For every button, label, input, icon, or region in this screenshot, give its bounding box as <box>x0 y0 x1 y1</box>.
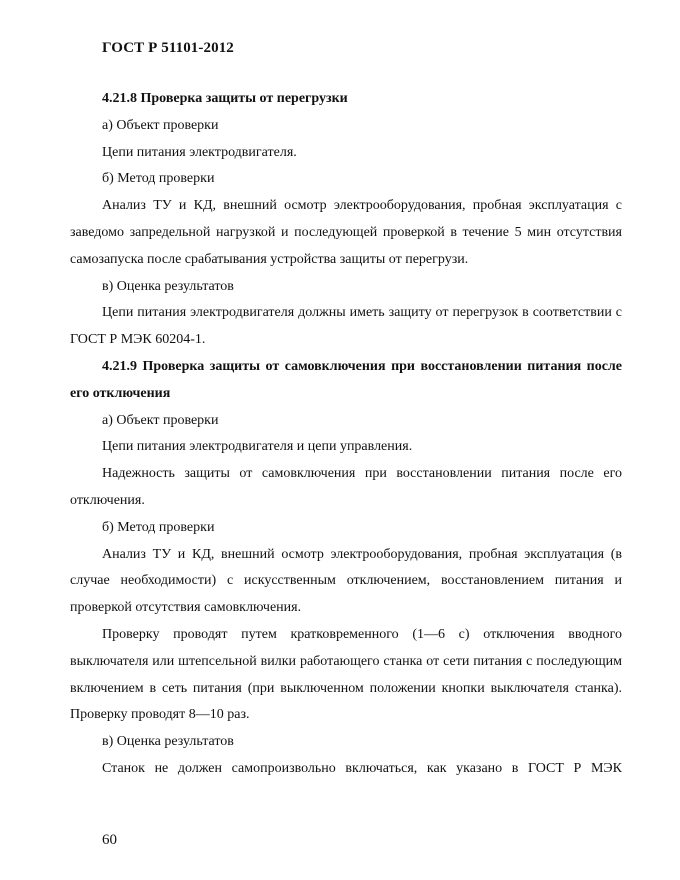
paragraph: Проверку проводят путем кратковременного (1—6 с) отключения вводного выключателя или штепсельной вилки работающего станка от сети питания с последующим включением в сеть питания (при выключенном положении кнопки выключателя станка). Проверку проводят 8—10 раз. <box>70 626 622 723</box>
subheading-method: б) Метод проверки <box>102 519 215 535</box>
page-number: 60 <box>102 832 117 848</box>
paragraph: Анализ ТУ и КД, внешний осмотр электрооборудования, пробная эксплуатация с заведомо запредельной нагрузкой и последующей проверкой в течение 5 мин отсутствия самозапуска после срабатывания устройства защиты от перегрузи. <box>70 198 622 267</box>
document-body <box>70 86 622 783</box>
paragraph: Цепи питания электродвигателя. <box>102 144 297 160</box>
subheading-object: а) Объект проверки <box>102 412 219 428</box>
subheading-method: б) Метод проверки <box>102 171 215 187</box>
document-header: ГОСТ Р 51101-2012 <box>102 40 234 56</box>
subheading-evaluation: в) Оценка результатов <box>102 278 234 294</box>
subheading-object: а) Объект проверки <box>102 117 219 133</box>
paragraph: Цепи питания электродвигателя и цепи управления. <box>102 439 413 455</box>
section-heading-4-21-8: 4.21.8 Проверка защиты от перегрузки <box>102 91 348 106</box>
paragraph: Надежность защиты от самовключения при восстановлении питания после его отключения. <box>70 466 622 508</box>
paragraph: Станок не должен самопроизвольно включаться, как указано в ГОСТ Р МЭК <box>102 760 622 776</box>
section-heading-4-21-9: 4.21.9 Проверка защиты от самовключения при восстановлении питания после его отключения <box>70 358 622 401</box>
subheading-evaluation: в) Оценка результатов <box>102 734 234 750</box>
paragraph: Анализ ТУ и КД, внешний осмотр электрооборудования, пробная эксплуатация (в случае необходимости) с искусственным отключением, восстановлением питания и проверкой отсутствия самовключения. <box>70 546 622 616</box>
paragraph: Цепи питания электродвигателя должны иметь защиту от перегрузок в соответствии с ГОСТ Р МЭК 60204-1. <box>70 305 622 348</box>
